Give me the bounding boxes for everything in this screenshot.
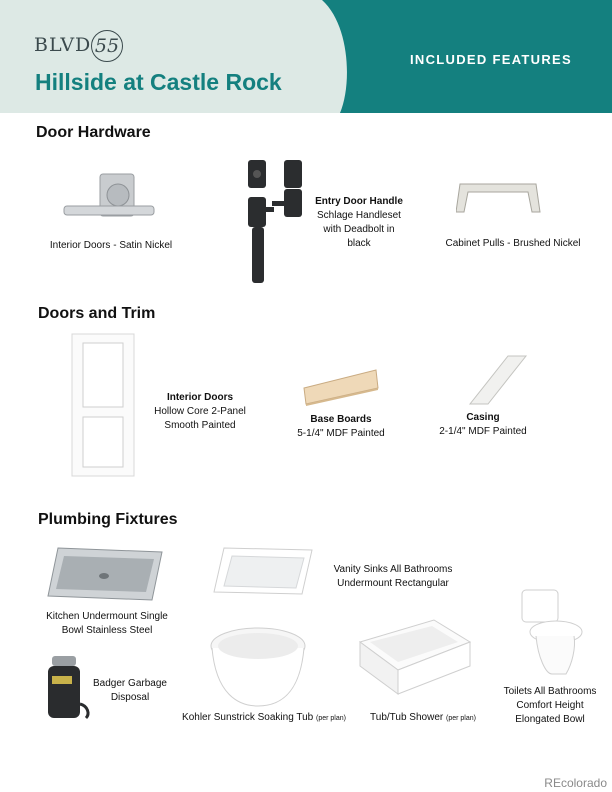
entry-line-1: Schlage Handleset [317, 210, 401, 221]
casing-line-1: 2-1/4" MDF Painted [439, 426, 527, 437]
casing-title: Casing [466, 412, 500, 423]
soaking-tub-note: (per plan) [316, 715, 346, 722]
interior-doors-caption [146, 391, 254, 433]
disposal-line-1: Badger Garbage [93, 678, 167, 689]
recolorado-watermark: REcolorado [544, 776, 607, 790]
interior-doors-title: Interior Doors [166, 392, 234, 403]
cabinet-pull-image [456, 176, 542, 216]
toilets-caption [496, 685, 604, 727]
base-boards-line-1: 5-1/4" MDF Painted [297, 428, 385, 439]
lever-handle-image [62, 170, 158, 228]
interior-doors-line-2: Smooth Painted [164, 420, 236, 431]
kitchen-sink-line-1: Kitchen Undermount Single [46, 611, 168, 622]
soaking-tub-label: Kohler Sunstrick Soaking Tub [182, 712, 314, 723]
baseboard-image [300, 368, 380, 406]
kitchen-sink-image [44, 546, 166, 604]
kitchen-sink-caption [34, 610, 180, 638]
vanity-line-1: Vanity Sinks All Bathrooms [333, 564, 453, 575]
interior-door-image [71, 333, 135, 477]
tub-shower-caption [360, 711, 486, 726]
toilet-image [516, 588, 584, 678]
base-boards-title: Base Boards [310, 414, 372, 425]
brand-logo-number: 55 [91, 30, 123, 62]
tub-shower-label: Tub/Tub Shower [370, 712, 444, 723]
disposal-line-2: Disposal [110, 692, 150, 703]
vanity-sinks-caption [326, 563, 460, 591]
tub-shower-note: (per plan) [446, 715, 476, 722]
vanity-sink-image [212, 546, 314, 596]
casing-image [468, 354, 528, 406]
entry-line-3: black [347, 238, 371, 249]
included-features-label: INCLUDED FEATURES [410, 52, 572, 67]
cabinet-pulls-caption: Cabinet Pulls - Brushed Nickel [445, 238, 581, 249]
toilets-line-1: Toilets All Bathrooms [503, 686, 597, 697]
garbage-disposal-caption [84, 677, 176, 705]
entry-door-handle-caption [306, 195, 412, 251]
soaking-tub-image [208, 624, 308, 708]
section-title-door-hardware: Door Hardware [36, 124, 151, 141]
entry-door-handle-title: Entry Door Handle [315, 196, 403, 207]
toilets-line-3: Elongated Bowl [515, 714, 585, 725]
interior-doors-line-1: Hollow Core 2-Panel [154, 406, 246, 417]
section-title-plumbing-fixtures: Plumbing Fixtures [38, 511, 178, 528]
entry-line-2: with Deadbolt in [323, 224, 395, 235]
toilets-line-2: Comfort Height [516, 700, 584, 711]
vanity-line-2: Undermount Rectangular [337, 578, 449, 589]
brand-logo-text: BLVD [34, 34, 92, 56]
casing-caption [428, 411, 538, 439]
soaking-tub-caption [176, 711, 352, 726]
entry-handleset-image [244, 157, 308, 285]
base-boards-caption [284, 413, 398, 441]
interior-door-hardware-caption: Interior Doors - Satin Nickel [49, 240, 173, 251]
tub-shower-image [358, 618, 474, 696]
kitchen-sink-line-2: Bowl Stainless Steel [61, 625, 153, 636]
community-title: Hillside at Castle Rock [35, 69, 282, 95]
section-title-doors-and-trim: Doors and Trim [38, 305, 156, 322]
